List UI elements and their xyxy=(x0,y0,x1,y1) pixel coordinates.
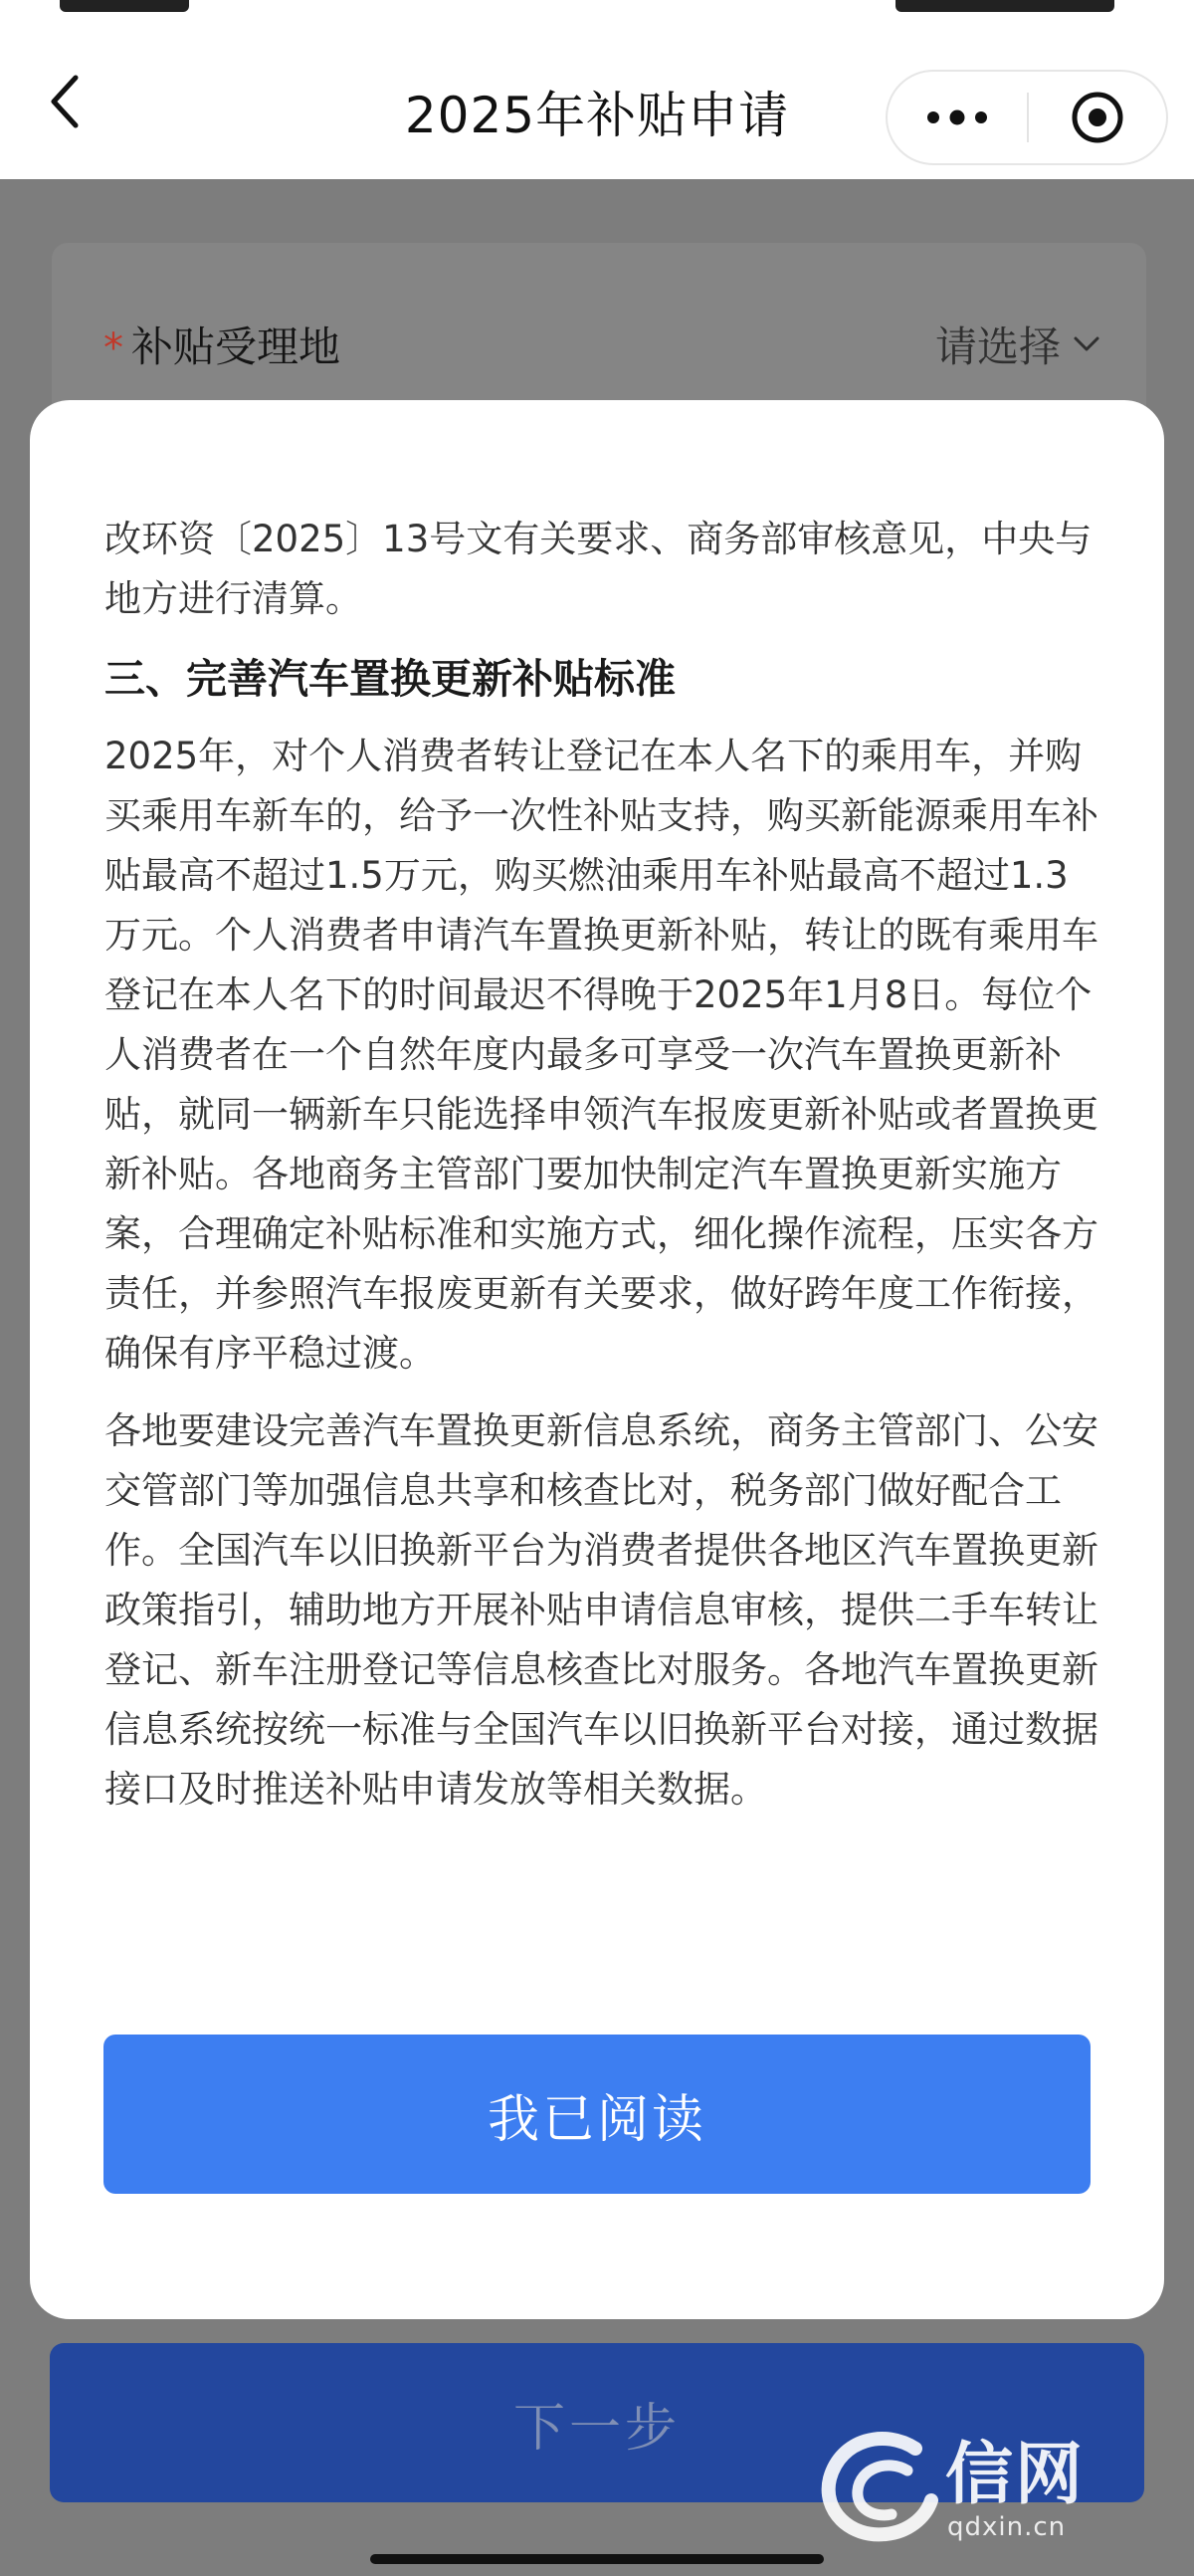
notice-content xyxy=(104,510,1099,1820)
status-icons-fragment xyxy=(896,0,1114,12)
field-label-text: 补贴受理地 xyxy=(131,322,341,371)
section-heading: 三、完善汽车置换更新补贴标准 xyxy=(104,655,676,703)
watermark xyxy=(816,2413,1134,2562)
select-placeholder: 请选择 xyxy=(934,322,1061,371)
chevron-down-icon xyxy=(1073,335,1100,353)
watermark-brand: 信网 xyxy=(945,2436,1086,2514)
close-button[interactable] xyxy=(1029,72,1166,163)
next-step-button[interactable]: 下一步 xyxy=(50,2343,1144,2502)
more-dots-icon xyxy=(925,109,989,125)
target-circle-icon xyxy=(1070,90,1125,145)
page-title: 2025年补贴申请 xyxy=(404,87,790,144)
required-mark: * xyxy=(103,325,123,371)
watermark-logo-icon xyxy=(816,2419,945,2548)
notice-paragraph-2: 2025年，对个人消费者转让登记在本人名下的乘用车，并购买乘用车新车的，给予一次性补贴支持，购买新能源乘用车补贴最高不超过1.5万元，购买燃油乘用车补贴最高不超过1.3万元。个人消费者申请汽车置换更新补贴，转让的既有乘用车登记在本人名下的时间最迟不得晚于2025年1月8日。每位个人消费者在一个自然年度内最多可享受一次汽车置换更新补贴，就同一辆新车只能选择申领汽车报废更新补贴或者置换更新补贴。各地商务主管部门要加快制定汽车置换更新实施方案，合理确定补贴标准和实施方式，细化操作流程，压实各方责任，并参照汽车报废更新有关要求，做好跨年度工作衔接，确保有序平稳过渡。 xyxy=(104,735,1098,1375)
mini-program-capsule xyxy=(886,70,1168,165)
status-time-fragment xyxy=(60,0,189,12)
watermark-domain: qdxin.cn xyxy=(947,2512,1067,2542)
more-button[interactable] xyxy=(888,72,1027,163)
field-label xyxy=(103,315,340,374)
notice-modal xyxy=(30,400,1164,2319)
status-bar xyxy=(0,0,1194,14)
notice-paragraph-1: 改环资〔2025〕13号文有关要求、商务部审核意见，中央与地方进行清算。 xyxy=(104,518,1093,620)
confirm-read-button[interactable]: 我已阅读 xyxy=(103,2035,1091,2194)
home-indicator[interactable] xyxy=(370,2554,824,2564)
nav-bar xyxy=(0,14,1194,179)
notice-paragraph-3: 各地要建设完善汽车置换更新信息系统，商务主管部门、公安交管部门等加强信息共享和核查比对，税务部门做好配合工作。全国汽车以旧换新平台为消费者提供各地区汽车置换更新政策指引，辅助地方开展补贴申请信息审核，提供二手车转让登记、新车注册登记等信息核查比对服务。各地汽车置换更新信息系统按统一标准与全国汽车以旧换新平台对接，通过数据接口及时推送补贴申请发放等相关数据。 xyxy=(104,1409,1098,1811)
region-select[interactable] xyxy=(935,315,1100,374)
